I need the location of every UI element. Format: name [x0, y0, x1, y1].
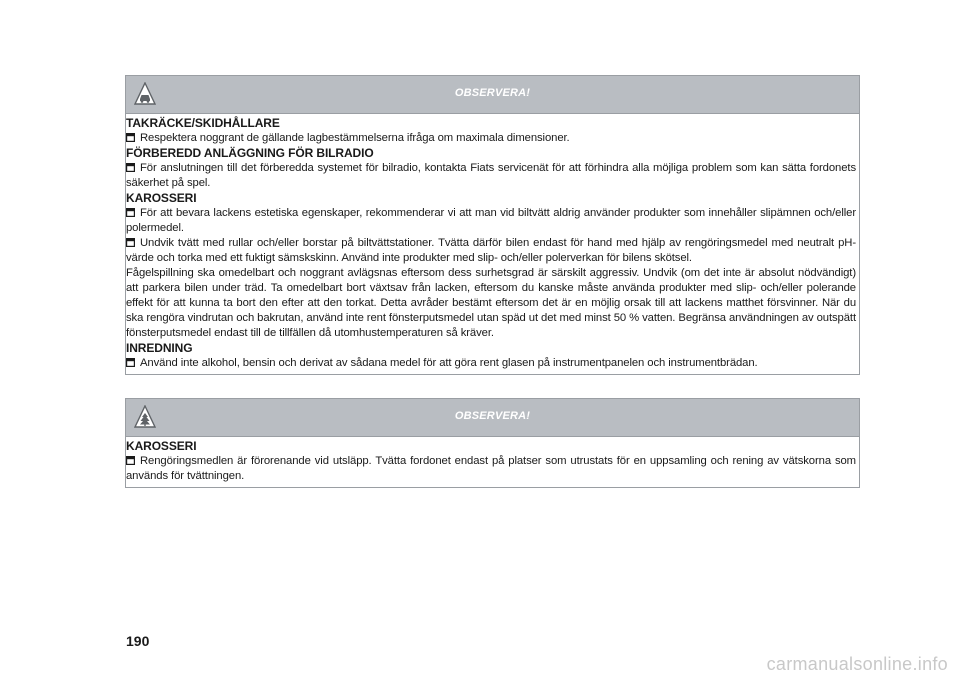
- paragraph-text: Undvik tvätt med rullar och/eller borstar på biltvättstationer. Tvätta därför bilen endast för hand med hjälp av rengöringsmedel med neutralt pH-värde och torka med ett fuktigt sämskskinn. Använd inte produkter med slip- och/eller polerverkan för bilens skötsel.: [126, 237, 856, 264]
- paragraph-text: Fågelspillning ska omedelbart och noggrant avlägsnas eftersom dess surhetsgrad är särskilt aggressiv. Undvik (om det inte är absolut nödvändigt) att parkera bilen under träd. Ta omedelbart bort växtsav från lacken, eftersom du kanske måste använda produkter med slip- och/eller polerande effekt för att kunna ta bort den efter att den torkat. Detta avråder bestämt eftersom det är en möjlig orsak till att lackens matthet försvinner. När du ska rengöra vindrutan och bakrutan, använd inte rent fönsterputsmedel utan späd ut det med minst 50 % vatten. Begränsa användningen av outspätt fönsterputsmedel endast till de tillfällen då utomhustemperaturen så kräver.: [126, 267, 856, 339]
- section-heading: FÖRBEREDD ANLÄGGNING FÖR BILRADIO: [126, 146, 374, 160]
- section-paragraph: [126, 206, 856, 236]
- observera-panel-2: [125, 398, 860, 488]
- watermark: carmanualsonline.info: [766, 654, 948, 674]
- panel-header: [126, 76, 859, 114]
- bullet-square-icon: [126, 133, 135, 142]
- section-paragraph: [126, 356, 856, 371]
- paragraph-text: Respektera noggrant de gällande lagbestämmelserna ifråga om maximala dimensioner.: [140, 132, 570, 144]
- section-heading: TAKRÄCKE/SKIDHÅLLARE: [126, 116, 280, 130]
- section-paragraph: [126, 161, 856, 191]
- section-paragraph: [126, 131, 856, 146]
- paragraph-text: För att bevara lackens estetiska egenskaper, rekommenderar vi att man vid biltvätt aldrig använder produkter som innehåller slipämnen och/eller polermedel.: [126, 207, 856, 234]
- observera-panel-1: [125, 75, 860, 375]
- bullet-square-icon: [126, 358, 135, 367]
- panel-title: OBSERVERA!: [454, 410, 531, 422]
- bullet-square-icon: [126, 208, 135, 217]
- bullet-square-icon: [126, 238, 135, 247]
- panel-header: [126, 399, 859, 437]
- paragraph-text: Använd inte alkohol, bensin och derivat av sådana medel för att göra rent glasen på instrumentpanelen och instrumentbrädan.: [140, 357, 758, 369]
- section-heading: INREDNING: [126, 341, 193, 355]
- section-paragraph: [126, 454, 856, 484]
- section-heading: KAROSSERI: [126, 439, 197, 453]
- panel-title: OBSERVERA!: [454, 87, 531, 99]
- paragraph-text: För anslutningen till det förberedda systemet för bilradio, kontakta Fiats servicenät för att förhindra alla möjliga problem som kan sätta fordonets säkerhet på spel.: [126, 162, 856, 189]
- section-paragraph: [126, 236, 856, 266]
- panel-body: [126, 437, 859, 487]
- bullet-square-icon: [126, 163, 135, 172]
- section-heading: KAROSSERI: [126, 191, 197, 205]
- section-paragraph: [126, 266, 856, 341]
- page-number: 190: [126, 633, 150, 649]
- paragraph-text: Rengöringsmedlen är förorenande vid utsläpp. Tvätta fordonet endast på platser som utrustats för en uppsamling och rening av vätskorna som används för tvättningen.: [126, 455, 856, 482]
- panel-body: [126, 114, 859, 374]
- bullet-square-icon: [126, 456, 135, 465]
